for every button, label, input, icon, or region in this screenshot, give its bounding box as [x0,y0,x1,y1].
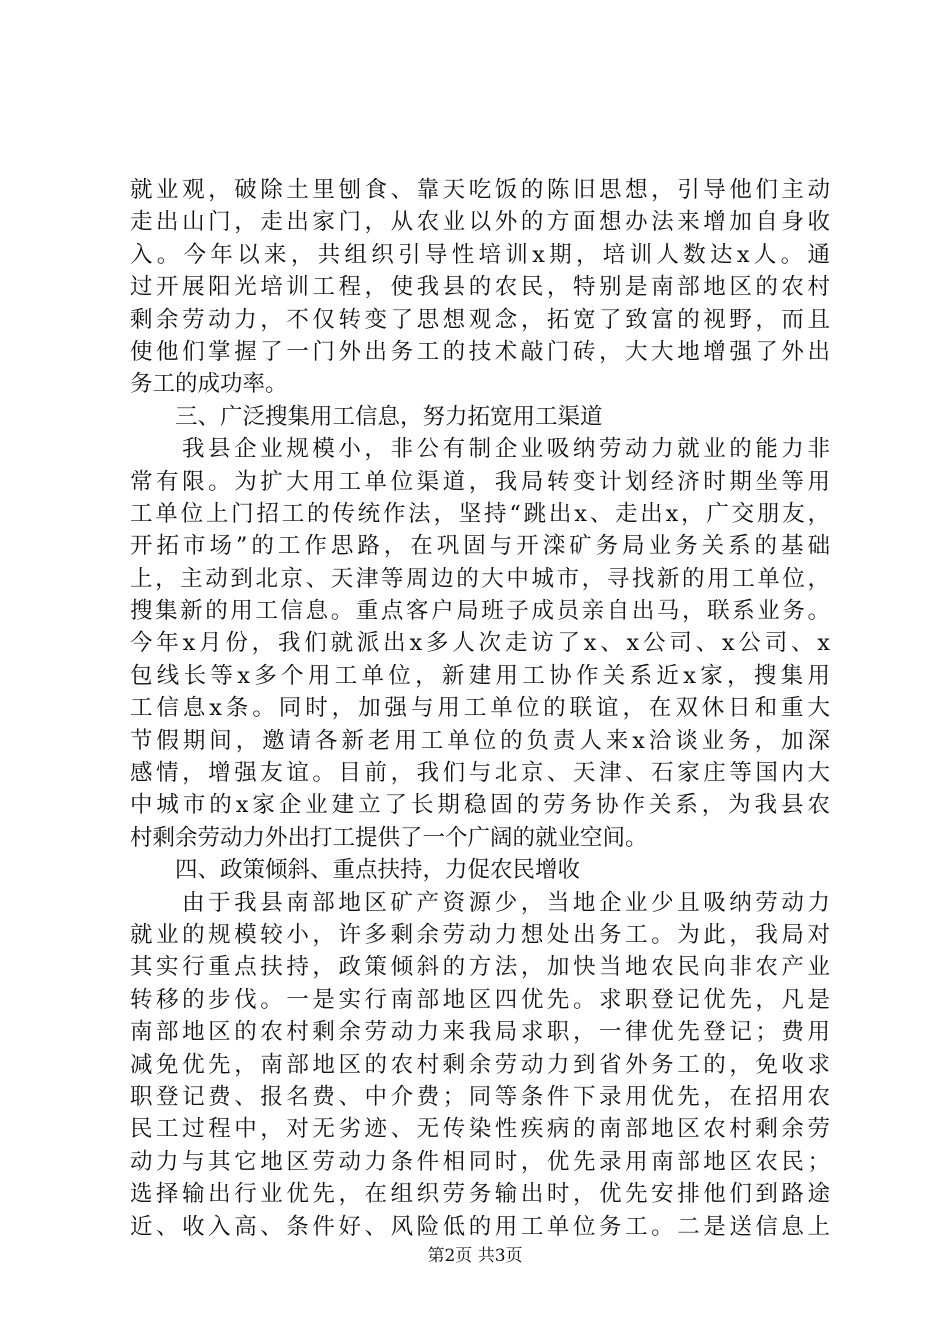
text-line: 南部地区的农村剩余劳动力来我局求职，一律优先登记；费用 [130,1019,830,1046]
text-line: 剩余劳动力，不仅转变了思想观念，拓宽了致富的视野，而且 [130,306,830,333]
text-line: 民工过程中，对无劣迹、无传染性疾病的南部地区农村剩余劳 [130,1116,830,1143]
document-body [130,174,830,1243]
text-line: 就业观，破除土里刨食、靠天吃饭的陈旧思想，引导他们主动 [130,177,830,203]
text-line: 中城市的x家企业建立了长期稳固的劳务协作关系，为我县农 [130,792,830,819]
text-line: 节假期间，邀请各新老用工单位的负责人来x洽谈业务，加深 [130,727,830,754]
text-line: 搜集新的用工信息。重点客户局班子成员亲自出马，联系业务。 [130,598,830,625]
text-line: 职登记费、报名费、中介费；同等条件下录用优先，在招用农 [130,1083,830,1110]
text-line: 包线长等x多个用工单位，新建用工协作关系近x家，搜集用 [130,662,830,689]
paragraph-start: 由于我县南部地区矿产资源少，当地企业少且吸纳劳动力 [182,889,830,916]
text-line: 其实行重点扶持，政策倾斜的方法，加快当地农民向非农产业 [130,954,830,981]
text-line: 走出山门，走出家门，从农业以外的方面想办法来增加自身收 [130,209,830,236]
text-line: 今年x月份，我们就派出x多人次走访了x、x公司、x公司、x [130,630,830,657]
text-line: 过开展阳光培训工程，使我县的农民，特别是南部地区的农村 [130,274,830,301]
text-line: 入。今年以来，共组织引导性培训x期，培训人数达x人。通 [130,241,830,268]
text-line: 村剩余劳动力外出打工提供了一个广阔的就业空间。 [130,824,648,851]
text-line: 减免优先，南部地区的农村剩余劳动力到省外务工的，免收求 [130,1051,830,1078]
text-line: 近、收入高、条件好、风险低的用工单位务工。二是送信息上 [130,1213,830,1240]
text-line: 务工的成功率。 [130,371,288,398]
text-line: 选择输出行业优先，在组织劳务输出时，优先安排他们到路途 [130,1181,830,1208]
page-number-footer: 第2页 共3页 [427,1246,523,1266]
paragraph-start: 我县企业规模小，非公有制企业吸纳劳动力就业的能力非 [182,436,830,463]
text-line: 常有限。为扩大用工单位渠道，我局转变计划经济时期坐等用 [130,468,830,495]
section-heading-3: 三、广泛搜集用工信息，努力拓宽用工渠道 [175,403,603,430]
text-line: 感情，增强友谊。目前，我们与北京、天津、石家庄等国内大 [130,760,830,787]
text-line: 就业的规模较小，许多剩余劳动力想处出务工。为此，我局对 [130,921,830,948]
text-line: 动力与其它地区劳动力条件相同时，优先录用南部地区农民； [130,1148,830,1175]
text-line: 工单位上门招工的传统作法，坚持“跳出x、走出x，广交朋友， [130,500,830,527]
text-line: 转移的步伐。一是实行南部地区四优先。求职登记优先，凡是 [130,986,830,1013]
section-heading-4: 四、政策倾斜、重点扶持，力促农民增收 [175,857,581,884]
text-line: 工信息x条。同时，加强与用工单位的联谊，在双休日和重大 [130,695,830,722]
text-line: 开拓市场”的工作思路，在巩固与开滦矿务局业务关系的基础 [130,533,830,560]
text-line: 使他们掌握了一门外出务工的技术敲门砖，大大地增强了外出 [130,338,830,365]
text-line: 上，主动到北京、天津等周边的大中城市，寻找新的用工单位， [130,565,830,592]
